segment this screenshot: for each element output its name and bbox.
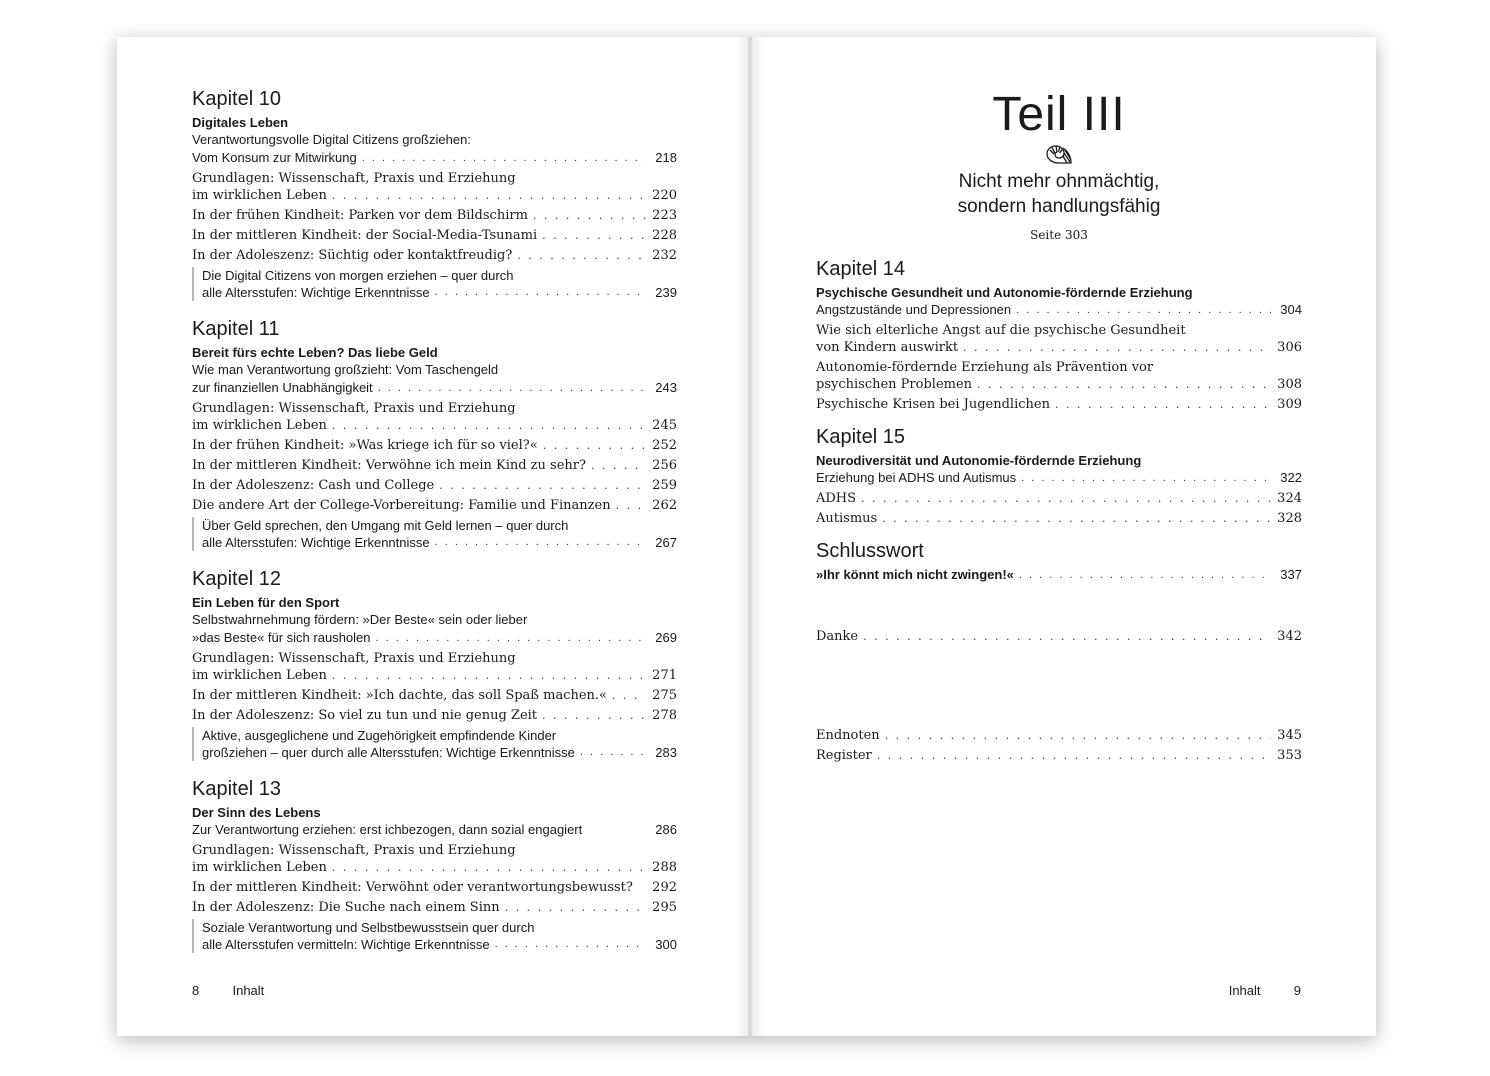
- chapter-subtitle: Der Sinn des Lebens: [192, 805, 321, 820]
- chapter-subtitle: Psychische Gesundheit und Autonomie-fördernde Erziehung: [816, 285, 1193, 300]
- entry-line: Wie man Verantwortung großzieht: Vom Taschengeld: [192, 362, 499, 377]
- left-toc: [192, 87, 677, 969]
- entry-title: Autismus: [816, 511, 878, 526]
- chapter-10: [192, 87, 677, 301]
- left-footer: [192, 983, 264, 999]
- entry-title: alle Altersstufen vermitteln: Wichtige Erkenntnisse: [202, 937, 490, 952]
- page-number: 292: [652, 880, 677, 895]
- toc-entry[interactable]: [192, 170, 677, 204]
- dot-leader: [505, 899, 646, 916]
- entry-line: Die Digital Citizens von morgen erziehen – quer durch: [202, 268, 514, 283]
- chapter-subtitle: Digitales Leben: [192, 115, 289, 130]
- dot-leader: [332, 667, 646, 684]
- dot-leader: [495, 936, 646, 953]
- entry-title: Danke: [816, 629, 859, 644]
- entry-line: Über Geld sprechen, den Umgang mit Geld lernen – quer durch: [202, 518, 569, 533]
- page-number: 239: [655, 285, 677, 300]
- entry-title: ADHS: [816, 491, 857, 506]
- dot-leader: [533, 207, 646, 224]
- part-subtitle-line1: Nicht mehr ohnmächtig,: [958, 171, 1160, 192]
- chapter-heading: Kapitel 15: [816, 426, 905, 448]
- entry-title: großziehen – quer durch alle Altersstufen: Wichtige Erkenntnisse: [202, 745, 575, 760]
- schlusswort-block: [816, 539, 1302, 584]
- dot-leader: [877, 747, 1271, 764]
- toc-entry[interactable]: [192, 879, 677, 896]
- entry-line: Selbstwahrnehmung fördern: »Der Beste« sein oder lieber: [192, 612, 528, 627]
- entry-line: Verantwortungsvolle Digital Citizens großziehen:: [192, 132, 471, 147]
- entry-title: Endnoten: [816, 728, 880, 743]
- toc-entry[interactable]: [192, 842, 677, 876]
- left-page: [117, 37, 747, 1036]
- entry-title: im wirklichen Leben: [192, 418, 327, 433]
- chapter-heading: Kapitel 10: [192, 88, 281, 110]
- toc-entry[interactable]: [192, 247, 677, 264]
- entry-line: Grundlagen: Wissenschaft, Praxis und Erziehung: [192, 651, 516, 666]
- part-header: [816, 87, 1302, 245]
- entry-line: Soziale Verantwortung und Selbstbewusstsein quer durch: [202, 920, 535, 935]
- toc-entry[interactable]: [816, 510, 1302, 527]
- chapter-heading: Kapitel 12: [192, 568, 281, 590]
- entry-title: im wirklichen Leben: [192, 188, 327, 203]
- page-number: 342: [1277, 629, 1302, 644]
- page-number: 243: [655, 380, 677, 395]
- entry-title: In der mittleren Kindheit: »Ich dachte, das soll Spaß machen.«: [192, 688, 608, 703]
- part-page-ref[interactable]: Seite 303: [1030, 228, 1088, 242]
- toc-entry[interactable]: [192, 227, 677, 244]
- chapter-11: [192, 317, 677, 551]
- entry-title: Vom Konsum zur Mitwirkung: [192, 150, 357, 165]
- dot-leader: [580, 744, 646, 761]
- page-number: 220: [652, 188, 677, 203]
- folio-number: 8: [192, 983, 200, 998]
- page-number: 304: [1280, 302, 1302, 317]
- page-number: 308: [1277, 377, 1302, 392]
- page-number: 218: [655, 150, 677, 165]
- dot-leader: [863, 628, 1271, 645]
- toc-entry[interactable]: [816, 359, 1302, 393]
- open-book: [117, 37, 1376, 1036]
- dot-leader: [616, 497, 646, 514]
- dot-leader: [1016, 301, 1271, 319]
- entry-title: In der Adoleszenz: So viel zu tun und nie genug Zeit: [192, 708, 538, 723]
- dot-leader: [1021, 469, 1271, 487]
- page-number: 300: [655, 937, 677, 952]
- page-number: 245: [652, 418, 677, 433]
- dot-leader: [332, 417, 646, 434]
- toc-entry[interactable]: [192, 437, 677, 454]
- folio-number: 9: [1293, 983, 1301, 998]
- toc-entry[interactable]: [816, 396, 1302, 413]
- summary-entry[interactable]: [192, 517, 677, 551]
- entry-line: Grundlagen: Wissenschaft, Praxis und Erziehung: [192, 171, 516, 186]
- chapter-12: [192, 567, 677, 761]
- part-subtitle-line2: sondern handlungsfähig: [957, 196, 1161, 217]
- summary-entry[interactable]: [192, 919, 677, 953]
- dot-leader: [612, 687, 646, 704]
- entry-title: In der Adoleszenz: Süchtig oder kontaktfreudig?: [192, 248, 513, 263]
- toc-entry[interactable]: [192, 821, 677, 839]
- dot-leader: [963, 339, 1271, 356]
- entry-title: Angstzustände und Depressionen: [816, 302, 1012, 317]
- dot-leader: [543, 437, 646, 454]
- entry-title: In der Adoleszenz: Die Suche nach einem Sinn: [192, 900, 500, 915]
- dot-leader: [861, 490, 1271, 507]
- page-number: 267: [655, 535, 677, 550]
- toc-entry[interactable]: [816, 490, 1302, 507]
- page-number: 256: [652, 458, 677, 473]
- page-number: 223: [652, 208, 677, 223]
- chapter-heading: Kapitel 13: [192, 778, 281, 800]
- entry-title: »Ihr könnt mich nicht zwingen!«: [816, 567, 1014, 582]
- summary-entry[interactable]: [192, 267, 677, 301]
- entry-line: Grundlagen: Wissenschaft, Praxis und Erziehung: [192, 401, 516, 416]
- dot-leader: [1019, 566, 1271, 584]
- dot-leader: [591, 457, 646, 474]
- entry-title: Register: [816, 748, 872, 763]
- toc-entry[interactable]: [192, 899, 677, 916]
- running-title: Inhalt: [232, 983, 265, 998]
- page-number: 275: [652, 688, 677, 703]
- page-number: 271: [652, 668, 677, 683]
- chapter-13: [192, 777, 677, 953]
- page-number: 259: [652, 478, 677, 493]
- toc-entry[interactable]: [192, 457, 677, 474]
- entry-title: zur finanziellen Unabhängigkeit: [192, 380, 373, 395]
- toc-entry[interactable]: [192, 497, 677, 514]
- entry-line: Aktive, ausgeglichene und Zugehörigkeit empfindende Kinder: [202, 728, 557, 743]
- page-number: 252: [652, 438, 677, 453]
- dot-leader: [439, 477, 646, 494]
- chapter-subtitle: Bereit fürs echte Leben? Das liebe Geld: [192, 345, 438, 360]
- entry-line: Grundlagen: Wissenschaft, Praxis und Erziehung: [192, 843, 516, 858]
- dot-leader: [1055, 396, 1271, 413]
- dot-leader: [378, 379, 646, 397]
- entry-title: In der mittleren Kindheit: Verwöhnt oder verantwortungsbewusst?: [192, 880, 633, 895]
- page-number: 337: [1280, 567, 1302, 582]
- right-toc: [816, 87, 1302, 764]
- chapter-heading: Kapitel 11: [192, 318, 280, 340]
- entry-title: In der Adoleszenz: Cash und College: [192, 478, 435, 493]
- toc-entry[interactable]: [192, 477, 677, 494]
- toc-entry[interactable]: [816, 301, 1302, 319]
- entry-title: In der frühen Kindheit: Parken vor dem Bildschirm: [192, 208, 528, 223]
- entry-title: von Kindern auswirkt: [816, 340, 959, 355]
- entry-title: »das Beste« für sich rausholen: [192, 630, 371, 645]
- page-number: 228: [652, 228, 677, 243]
- schlusswort-heading: Schlusswort: [816, 540, 924, 562]
- entry-line: Autonomie-fördernde Erziehung als Prävention vor: [816, 360, 1154, 375]
- toc-entry[interactable]: [192, 361, 677, 397]
- dot-leader: [435, 284, 646, 301]
- entry-title: psychischen Problemen: [816, 377, 973, 392]
- entry-title: im wirklichen Leben: [192, 860, 327, 875]
- page-number: 286: [655, 822, 677, 837]
- dot-leader: [332, 859, 646, 876]
- chapter-15: [816, 425, 1302, 527]
- toc-entry-register[interactable]: [816, 747, 1302, 764]
- entry-title: im wirklichen Leben: [192, 668, 327, 683]
- page-number: 232: [652, 248, 677, 263]
- chapter-subtitle: Neurodiversität und Autonomie-fördernde Erziehung: [816, 453, 1142, 468]
- entry-title: Die andere Art der College-Vorbereitung: Familie und Finanzen: [192, 498, 611, 513]
- dot-leader: [977, 376, 1271, 393]
- right-page: [747, 37, 1376, 1036]
- page-number: 309: [1277, 397, 1302, 412]
- toc-entry-danke[interactable]: [816, 628, 1302, 645]
- page-number: 324: [1277, 491, 1302, 506]
- toc-entry[interactable]: [816, 469, 1302, 487]
- entry-line: Wie sich elterliche Angst auf die psychische Gesundheit: [816, 323, 1186, 338]
- chapter-heading: Kapitel 14: [816, 258, 905, 280]
- dot-leader: [362, 149, 646, 167]
- right-footer: [1229, 983, 1301, 999]
- page-number: 295: [652, 900, 677, 915]
- page-number: 278: [652, 708, 677, 723]
- toc-entry[interactable]: [192, 400, 677, 434]
- page-number: 283: [655, 745, 677, 760]
- nautilus-shell-icon: [816, 143, 1302, 169]
- page-number: 345: [1277, 728, 1302, 743]
- page-number: 269: [655, 630, 677, 645]
- toc-entry[interactable]: [816, 322, 1302, 356]
- entry-title: Psychische Krisen bei Jugendlichen: [816, 397, 1050, 412]
- part-title: Teil III: [992, 88, 1126, 141]
- entry-title: In der mittleren Kindheit: der Social-Media-Tsunami: [192, 228, 538, 243]
- dot-leader: [542, 227, 646, 244]
- page-number: 288: [652, 860, 677, 875]
- running-title: Inhalt: [1228, 983, 1261, 998]
- dot-leader: [435, 534, 646, 551]
- page-number: 353: [1277, 748, 1302, 763]
- chapter-subtitle: Ein Leben für den Sport: [192, 595, 340, 610]
- page-number: 322: [1280, 470, 1302, 485]
- entry-title: Zur Verantwortung erziehen: erst ichbezogen, dann sozial engagiert: [192, 822, 583, 837]
- toc-entry[interactable]: [192, 687, 677, 704]
- page-number: 328: [1277, 511, 1302, 526]
- entry-title: alle Altersstufen: Wichtige Erkenntnisse: [202, 285, 430, 300]
- toc-entry[interactable]: [816, 566, 1302, 584]
- toc-entry[interactable]: [192, 707, 677, 724]
- dot-leader: [332, 187, 646, 204]
- toc-entry[interactable]: [192, 650, 677, 684]
- toc-entry[interactable]: [192, 207, 677, 224]
- chapter-14: [816, 257, 1302, 413]
- entry-title: alle Altersstufen: Wichtige Erkenntnisse: [202, 535, 430, 550]
- entry-title: In der mittleren Kindheit: Verwöhne ich mein Kind zu sehr?: [192, 458, 586, 473]
- dot-leader: [517, 247, 646, 264]
- page-number: 306: [1277, 340, 1302, 355]
- page-number: 262: [652, 498, 677, 513]
- dot-leader: [885, 727, 1271, 744]
- dot-leader: [882, 510, 1271, 527]
- entry-title: Erziehung bei ADHS und Autismus: [816, 470, 1017, 485]
- dot-leader: [376, 629, 647, 647]
- summary-entry[interactable]: [192, 727, 677, 761]
- toc-entry-endnoten[interactable]: [816, 727, 1302, 744]
- dot-leader: [542, 707, 646, 724]
- entry-title: In der frühen Kindheit: »Was kriege ich für so viel?«: [192, 438, 538, 453]
- toc-entry[interactable]: [192, 131, 677, 167]
- toc-entry[interactable]: [192, 611, 677, 647]
